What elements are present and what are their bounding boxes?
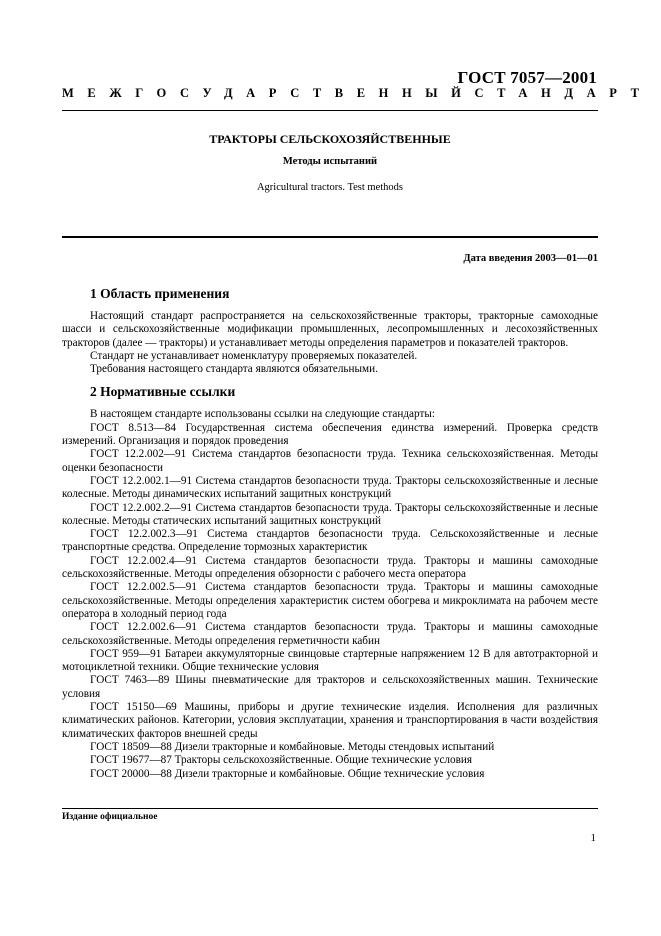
section-1-paragraph: Настоящий стандарт распространяется на сельскохозяйственные тракторы, тракторные самоходные шасси и сельскохозяйственные модификации промышленных, лесопромышленных и лесохозяйственных тракторов (далее — тракторы) и устанавливает методы определения параметров и показателей тракторов.: [62, 310, 598, 349]
section-2-heading: 2 Нормативные ссылки: [90, 384, 236, 400]
section-2-paragraph: В настоящем стандарте использованы ссылки на следующие стандарты:: [90, 408, 435, 421]
spacer: [62, 376, 598, 384]
reference-item: ГОСТ 15150—69 Машины, приборы и другие технические изделия. Исполнения для различных климатических районов. Категории, условия эксплуатации, хранения и транспортирования в части воздействия климатических факторов внешней среды: [62, 701, 598, 740]
english-title: Agricultural tractors. Test methods: [256, 182, 404, 193]
banner-word-standard: СТАНДАРТ: [474, 86, 653, 100]
reference-item: ГОСТ 18509—88 Дизели тракторные и комбайновые. Методы стендовых испытаний: [90, 740, 495, 753]
reference-item: ГОСТ 12.2.002.3—91 Система стандартов безопасности труда. Сельскохозяйственные и лесные транспортные средства. Определение тормозных характеристик: [62, 528, 598, 554]
reference-item: ГОСТ 19677—87 Тракторы сельскохозяйственные. Общие технические условия: [90, 754, 473, 767]
page-number: 1: [590, 832, 596, 844]
footer-rule: [62, 808, 598, 809]
reference-item: ГОСТ 12.2.002.1—91 Система стандартов безопасности труда. Тракторы сельскохозяйственные и лесные колесные. Методы динамических испытаний защитных конструкций: [62, 474, 598, 501]
reference-item: ГОСТ 12.2.002.4—91 Система стандартов безопасности труда. Тракторы и машины самоходные сельскохозяйственные. Методы определения обзорности с рабочего места оператора: [62, 554, 598, 581]
document-subtitle: Методы испытаний: [282, 156, 378, 167]
reference-item: ГОСТ 12.2.002.5—91 Система стандартов безопасности труда. Тракторы и машины самоходные сельскохозяйственные. Методы определения характеристик систем обогрева и микроклимата на рабочем месте оператора в холодный период года: [62, 581, 598, 620]
gost-number: ГОСТ 7057—2001: [457, 68, 597, 87]
section-1-heading: 1 Область применения: [90, 286, 230, 301]
reference-item: ГОСТ 959—91 Батареи аккумуляторные свинцовые стартерные напряжением 12 В для автотракторной и мотоциклетной техники. Общие технические условия: [62, 647, 598, 674]
section-1-paragraph: Стандарт не устанавливает номенклатуру проверяемых показателей.: [90, 349, 418, 362]
banner-word-interstate: МЕЖГОСУДАРСТВЕННЫЙ: [62, 86, 475, 100]
official-edition-label: Издание официальное: [62, 812, 158, 822]
reference-item: ГОСТ 12.2.002.2—91 Система стандартов безопасности труда. Тракторы сельскохозяйственные и лесные колесные. Методы статических испытаний защитных конструкций: [62, 501, 598, 527]
introduction-date: Дата введения 2003—01—01: [463, 253, 598, 264]
interstate-standard-banner: [62, 86, 653, 101]
reference-item: ГОСТ 20000—88 Дизели тракторные и комбайновые. Общие технические условия: [90, 767, 485, 780]
section-1-paragraph: Требования настоящего стандарта являются обязательными.: [90, 363, 378, 376]
reference-item: ГОСТ 8.513—84 Государственная система обеспечения единства измерений. Проверка средств измерений. Организация и порядок проведения: [62, 421, 598, 448]
document-body: [62, 286, 598, 781]
document-title: ТРАКТОРЫ СЕЛЬСКОХОЗЯЙСТВЕННЫЕ: [209, 132, 451, 146]
top-rule: [62, 110, 598, 111]
title-rule: [62, 236, 598, 238]
reference-item: ГОСТ 12.2.002.6—91 Система стандартов безопасности труда. Тракторы и машины самоходные сельскохозяйственные. Методы определения герметичности кабин: [62, 621, 598, 647]
reference-item: ГОСТ 12.2.002—91 Система стандартов безопасности труда. Техника сельскохозяйственная. Методы оценки безопасности: [62, 448, 598, 474]
reference-item: ГОСТ 7463—89 Шины пневматические для тракторов и сельскохозяйственных машин. Технические условия: [62, 674, 598, 700]
